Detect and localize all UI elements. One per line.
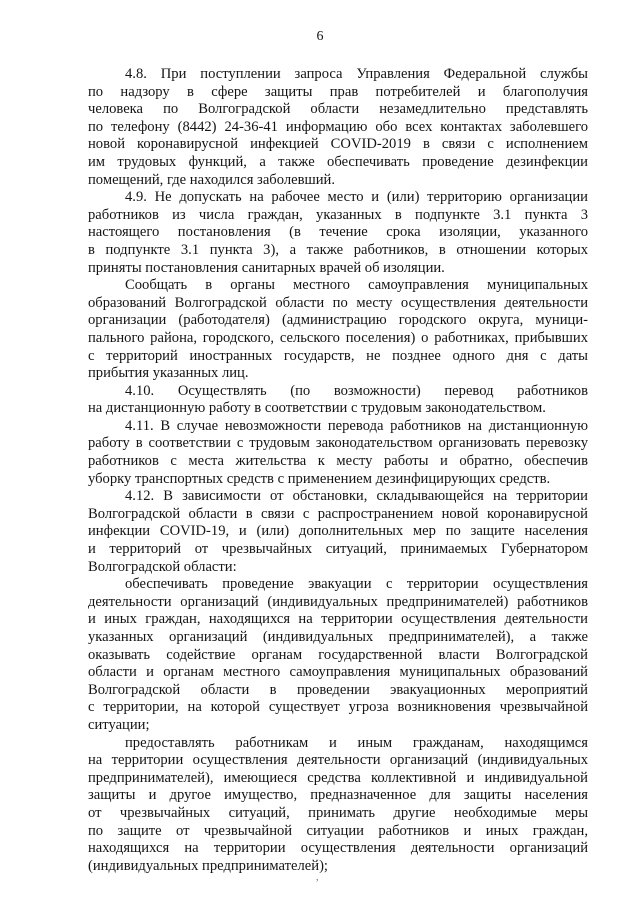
paragraph-p-4-11 [88, 418, 588, 488]
text-line: прибытия указанных лиц. [88, 365, 249, 382]
text-line: 4.12. В зависимости от обстановки, складывающейся на территории [125, 488, 588, 505]
text-line: человека по Волгоградской области незамедлительно представлять [88, 101, 588, 118]
text-line: Сообщать в органы местного самоуправления муниципальных [125, 277, 588, 294]
text-line: образований Волгоградской области по месту осуществления деятельности [88, 294, 588, 311]
text-line: предоставлять работникам и иным гражданам, находящимся [125, 734, 588, 751]
document-body [88, 66, 588, 875]
text-line: обеспечивать проведение эвакуации с территории осуществления [125, 576, 588, 593]
text-line: защиты и другое имущество, предназначенное для защиты населения [88, 787, 588, 804]
text-line: уборку транспортных средств с применением дезинфицирующих средств. [88, 470, 551, 487]
text-line: области и органам местного самоуправления муниципальных образований [88, 664, 588, 681]
text-line: Волгоградской области в связи с распространением новой коронавирусной [88, 505, 588, 522]
text-line: работу в соответствии с трудовым законодательством организовать перевозку [88, 435, 588, 452]
text-line: с территорий иностранных государств, не позднее одного дня с даты [88, 347, 588, 364]
paragraph-p-protection [88, 735, 588, 876]
text-line: 4.9. Не допускать на рабочее место и (или) территорию организации [125, 189, 588, 206]
paragraph-p-4-12 [88, 488, 588, 576]
paragraph-p-evacuation [88, 576, 588, 734]
text-line: организации (работодателя) (администрацию городского округа, муници- [88, 312, 588, 329]
paragraph-p-4-10 [88, 383, 588, 418]
text-line: помещений, где находился заболевший. [88, 171, 335, 188]
text-line: 4.10. Осуществлять (по возможности) перевод работников [125, 382, 588, 399]
text-line: с территории, на которой существует угроза возникновения чрезвычайной [88, 699, 588, 716]
text-line: по защите от чрезвычайной ситуации работников и иных граждан, [88, 822, 588, 839]
text-line: оказывать содействие органам государственной власти Волгоградской [88, 646, 588, 663]
text-line: на дистанционную работу в соответствии с трудовым законодательством. [88, 400, 546, 417]
text-line: 4.8. При поступлении запроса Управления Федеральной службы [125, 66, 588, 82]
text-line: на территории осуществления деятельности организаций (индивидуальных [88, 752, 588, 769]
text-line: в подпункте 3.1 пункта 3), а также работников, в отношении которых [88, 241, 588, 258]
stray-mark: , [316, 872, 319, 883]
text-line: работников с места жительства к месту работы и обратно, обеспечив [88, 453, 588, 470]
paragraph-p-4-9 [88, 189, 588, 277]
text-line: находящихся на территории осуществления деятельности организаций [88, 840, 588, 857]
text-line: предпринимателей), имеющиеся средства коллективной и индивидуальной [88, 769, 588, 786]
text-line: от чрезвычайных ситуаций, принимать другие необходимые меры [88, 804, 588, 821]
text-line: им трудовых функций, а также обеспечивать проведение дезинфекции [88, 153, 588, 170]
text-line: приняты постановления санитарных врачей об изоляции. [88, 259, 445, 276]
text-line: (индивидуальных предпринимателей); [88, 857, 328, 874]
text-line: инфекции COVID-19, и (или) дополнительных мер по защите населения [88, 523, 588, 540]
paragraph-p-4-8 [88, 66, 588, 189]
text-line: указанных организаций (индивидуальных предпринимателей), а также [88, 629, 588, 645]
text-line: 4.11. В случае невозможности перевода работников на дистанционную [125, 417, 588, 434]
text-line: Волгоградской области в проведении эвакуационных мероприятий [88, 681, 588, 698]
text-line: деятельности организаций (индивидуальных предпринимателей) работников [88, 593, 588, 610]
text-line: и иных граждан, находящихся на территории осуществления деятельности [88, 611, 588, 628]
text-line: Волгоградской области: [88, 558, 237, 575]
paragraph-p-notify [88, 277, 588, 383]
text-line: настоящего постановления (в течение срока изоляции, указанного [88, 224, 588, 241]
text-line: и территорий от чрезвычайных ситуаций, принимаемых Губернатором [88, 541, 588, 558]
text-line: новой коронавирусной инфекцией COVID-2019 в связи с исполнением [88, 136, 588, 153]
text-line: пального района, городского, сельского поселения) о работниках, прибывших [88, 329, 588, 346]
text-line: ситуации; [88, 716, 150, 733]
page-number: 6 [316, 29, 324, 44]
text-line: работников из числа граждан, указанных в подпункте 3.1 пункта 3 [88, 206, 588, 223]
text-line: по телефону (8442) 24-36-41 информацию обо всех контактах заболевшего [88, 118, 588, 135]
text-line: по надзору в сфере защиты прав потребителей и благополучия [88, 83, 588, 100]
